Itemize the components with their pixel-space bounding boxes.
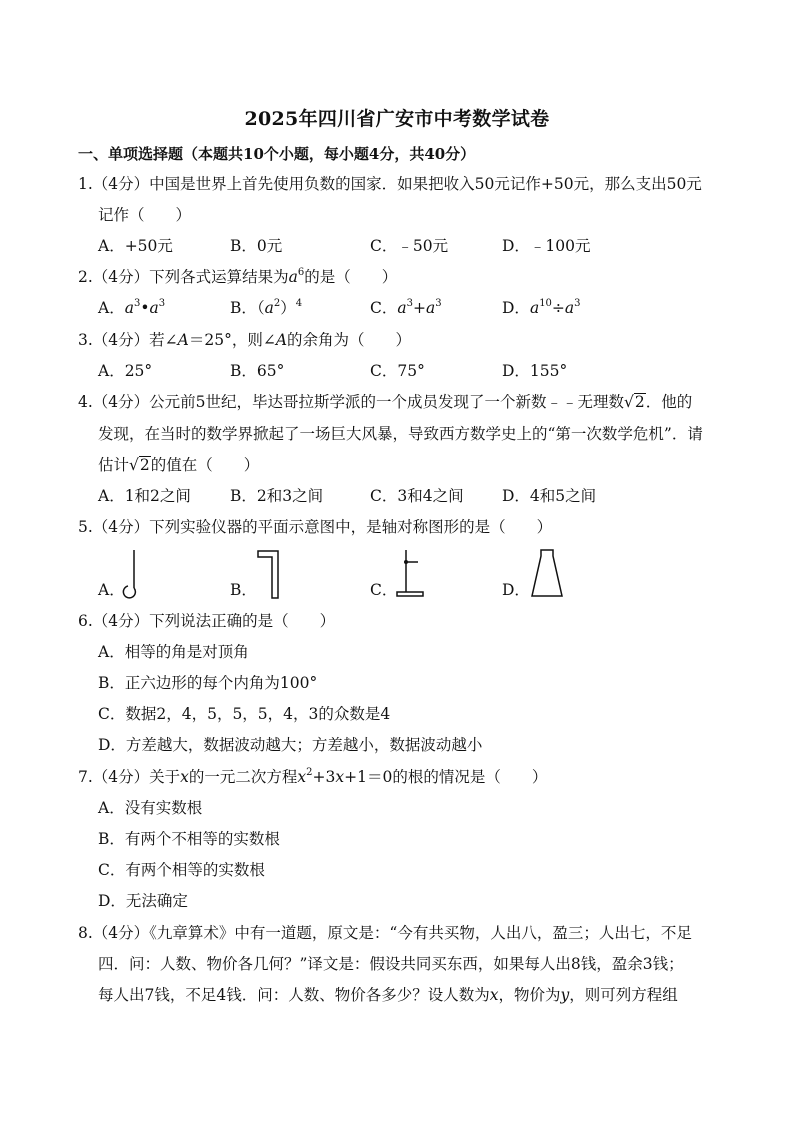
question-6-option-c: C．数据2，4，5，5，5，4，3的众数是4 <box>98 705 391 723</box>
option-a: A．1和2之间 <box>98 487 191 505</box>
page-title: 2025年四川省广安市中考数学试卷 <box>244 108 550 130</box>
option-c: C．75° <box>370 362 425 380</box>
question-8-line-3: 每人出7钱，不足4钱．问：人数、物价各多少？设人数为x，物价为y，则可列方程组 <box>98 986 678 1004</box>
question-1-line-1: 1.（4分）中国是世界上首先使用负数的国家．如果把收入50元记作+50元，那么支出50元 <box>78 175 702 193</box>
bent-rod-icon <box>256 548 284 600</box>
question-4-line-1: 4.（4分）公元前5世纪，毕达哥拉斯学派的一个成员发现了一个新数﹣﹣无理数√2．他的 <box>78 393 693 411</box>
option-d: D．﹣100元 <box>502 237 591 255</box>
option-d: D．4和5之间 <box>502 487 597 505</box>
question-4-line-2: 发现，在当时的数学界掀起了一场巨大风暴，导致西方数学史上的“第一次数学危机”．请 <box>98 425 703 443</box>
option-a: A．+50元 <box>98 237 173 255</box>
section-heading: 一、单项选择题（本题共10个小题，每小题4分，共40分） <box>78 145 476 163</box>
option-d: D．$a^{10}\div a^3$ <box>502 298 581 317</box>
option-c: C．﹣50元 <box>370 237 449 255</box>
figure-c: C． <box>370 548 440 600</box>
question-1-options <box>98 236 738 256</box>
flask-icon <box>530 548 566 600</box>
question-6-stem: 6.（4分）下列说法正确的是（ ） <box>78 612 336 630</box>
question-6-option-a: A．相等的角是对顶角 <box>98 643 249 661</box>
question-8-line-2: 四．问：人数、物价各几何？”译文是：假设共同买东西，如果每人出8钱，盈余3钱； <box>98 955 684 973</box>
option-b: B．0元 <box>230 237 283 255</box>
question-7-stem: 7.（4分）关于x的一元二次方程$x^2+3x+1=0$的根的情况是（ ） <box>78 767 548 786</box>
question-5-stem: 5.（4分）下列实验仪器的平面示意图中，是轴对称图形的是（ ） <box>78 518 553 536</box>
option-b: B．65° <box>230 362 285 380</box>
option-b: B．2和3之间 <box>230 487 324 505</box>
option-d: D．155° <box>502 362 568 380</box>
question-2-options <box>98 298 738 318</box>
question-7-option-c: C．有两个相等的实数根 <box>98 861 265 879</box>
figure-b: B． <box>230 548 290 600</box>
question-6-option-b: B．正六边形的每个内角为100° <box>98 674 318 692</box>
question-7-option-d: D．无法确定 <box>98 892 188 910</box>
question-3-stem: 3.（4分）若∠A＝25°，则∠A的余角为（ ） <box>78 331 412 349</box>
question-2-stem: 2.（4分）下列各式运算结果为$a^6$的是（ ） <box>78 267 398 286</box>
question-6-option-d: D．方差越大，数据波动越大；方差越小，数据波动越小 <box>98 736 483 754</box>
question-7-option-b: B．有两个不相等的实数根 <box>98 830 280 848</box>
option-c: C．3和4之间 <box>370 487 464 505</box>
question-3-options <box>98 361 738 381</box>
option-b: B．$(a^2)^4$ <box>230 298 303 317</box>
question-8-line-1: 8.（4分）《九章算术》中有一道题，原文是：“今有共买物，人出八，盈三；人出七，不足 <box>78 924 692 942</box>
option-c: C．$a^3+a^3$ <box>370 298 442 317</box>
question-1-line-2: 记作（ ） <box>98 206 192 224</box>
question-4-line-3: 估计√2的值在（ ） <box>98 456 260 474</box>
option-a: A．$a^3•a^3$ <box>98 298 166 317</box>
option-a: A．25° <box>98 362 153 380</box>
question-5-figures <box>98 548 698 600</box>
iron-stand-icon <box>394 548 430 600</box>
question-4-options <box>98 486 738 506</box>
question-7-option-a: A．没有实数根 <box>98 799 203 817</box>
test-tube-icon <box>120 548 140 600</box>
figure-d: D． <box>502 548 572 600</box>
figure-a: A． <box>98 548 158 600</box>
